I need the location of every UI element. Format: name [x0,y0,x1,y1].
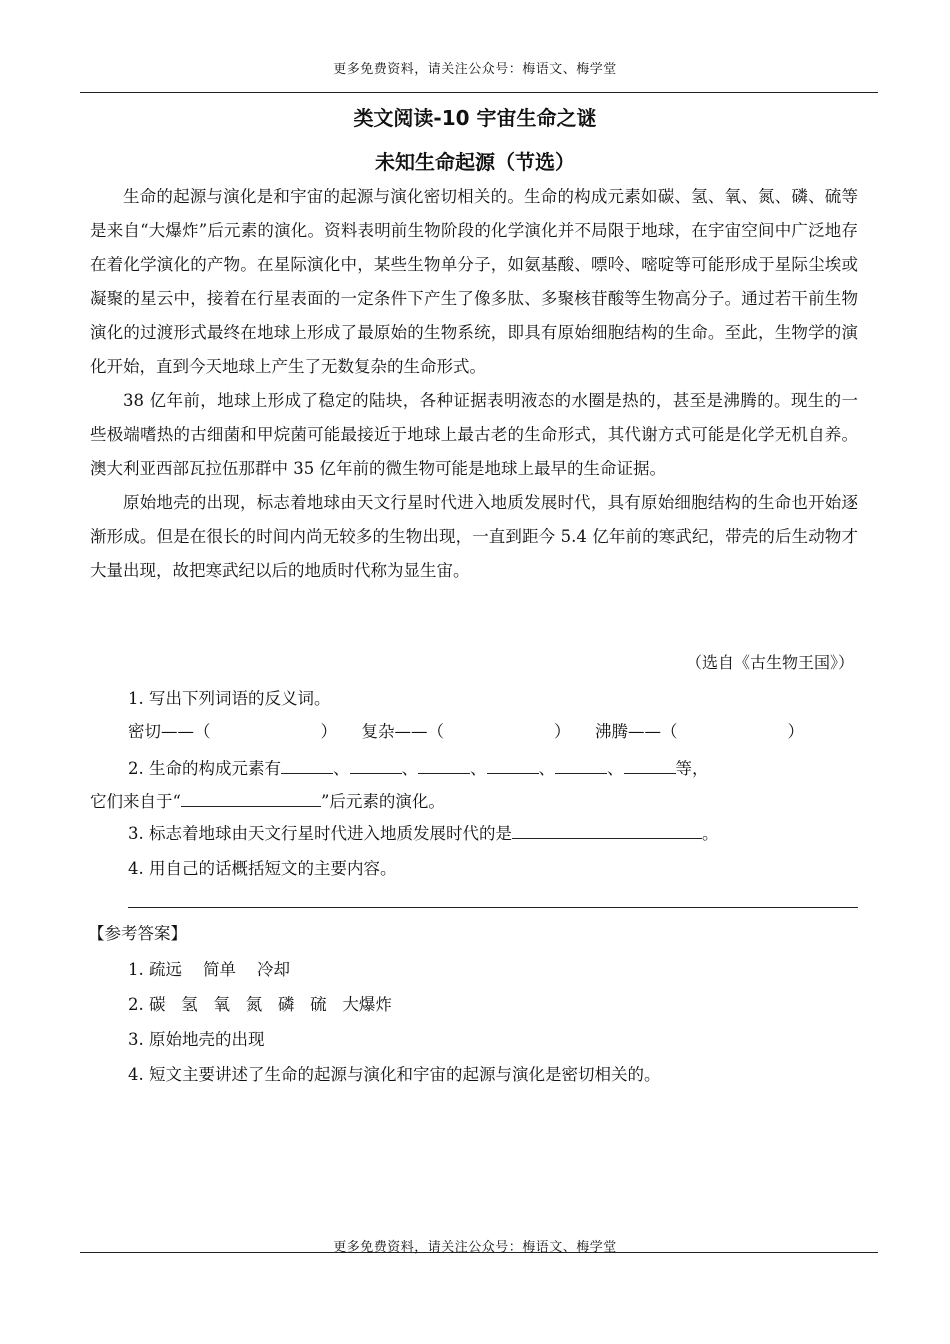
page-subtitle: 未知生命起源（节选） [375,150,575,174]
answer-3: 3. 原始地壳的出现 [128,1030,265,1049]
answer-blank[interactable] [418,755,470,774]
question-4: 4. 用自己的话概括短文的主要内容。 [128,859,397,878]
footer-rule [80,1252,878,1253]
close-paren: ） [320,722,337,741]
passage-source: （选自《古生物王国》） [685,653,854,672]
answer-4: 4. 短文主要讲述了生命的起源与演化和宇宙的起源与演化是密切相关的。 [128,1065,661,1084]
separator: 、 [470,759,487,778]
question-2b-lead: 它们来自于“ [90,792,181,811]
question-2-lead: 2. 生命的构成元素有 [128,759,281,778]
question-3-end: 。 [702,824,719,843]
page-title: 类文阅读-10 宇宙生命之谜 [353,106,597,130]
passage-paragraph-3: 原始地壳的出现，标志着地球由天文行星时代进入地质发展时代，具有原始细胞结构的生命也开始逐渐形成。但是在很长的时间内尚无较多的生物出现，一直到距今 5.4 亿年前的寒武纪，带壳的后生动物才大量出现，故把寒武纪以后的地质时代称为显生宙。 [90,493,858,580]
question-3-text: 3. 标志着地球由天文行星时代进入地质发展时代的是 [128,824,512,843]
page-footer: 更多免费资料，请关注公众号：梅语文、梅学堂 [333,1240,617,1255]
antonym-word-3: 沸腾——（ [595,722,678,741]
reading-passage [90,180,858,588]
separator: 、 [538,759,555,778]
answer-1: 1. 疏远 简单 冷却 [128,960,290,979]
answer-blank[interactable] [512,820,702,839]
separator: 、 [607,759,624,778]
answer-blank[interactable] [350,755,402,774]
question-2-continued [90,788,445,812]
close-paren: ） [787,722,804,741]
answer-blank[interactable] [624,755,676,774]
antonym-word-2: 复杂——（ [361,722,444,741]
answer-blank[interactable] [281,755,333,774]
question-1: 1. 写出下列词语的反义词。 [128,689,331,708]
question-2 [128,755,709,779]
answers-heading: 【参考答案】 [88,924,187,943]
question-3 [128,820,719,844]
question-2b-end: ”后元素的演化。 [320,792,445,811]
passage-paragraph-2: 38 亿年前，地球上形成了稳定的陆块，各种证据表明液态的水圈是热的，甚至是沸腾的。现生的一些极端嗜热的古细菌和甲烷菌可能最接近于地球上最古老的生命形式，其代谢方式可能是化学无机自养。澳大利亚西部瓦拉伍那群中 35 亿年前的微生物可能是地球上最早的生命证据。 [90,391,858,478]
separator: 、 [333,759,350,778]
answer-2: 2. 碳 氢 氧 氮 磷 硫 大爆炸 [128,995,392,1014]
separator: 、 [401,759,418,778]
passage-paragraph-1: 生命的起源与演化是和宇宙的起源与演化密切相关的。生命的构成元素如碳、氢、氧、氮、磷、硫等是来自“大爆炸”后元素的演化。资料表明前生物阶段的化学演化并不局限于地球，在宇宙空间中广泛地存在着化学演化的产物。在星际演化中，某些生物单分子，如氨基酸、嘌呤、嘧啶等可能形成于星际尘埃或凝聚的星云中，接着在行星表面的一定条件下产生了像多肽、多聚核苷酸等生物高分子。通过若干前生物演化的过渡形式最终在地球上形成了最原始的生物系统，即具有原始细胞结构的生命。至此，生物学的演化开始，直到今天地球上产生了无数复杂的生命形式。 [90,187,858,376]
question-1-blanks [128,718,804,742]
header-rule [80,92,878,93]
answer-blank[interactable] [487,755,539,774]
question-2-end: 等， [675,759,709,778]
close-paren: ） [554,722,571,741]
answer-blank[interactable] [555,755,607,774]
answer-line[interactable] [128,907,858,908]
antonym-word-1: 密切——（ [128,722,211,741]
answer-blank[interactable] [181,788,321,807]
page-header: 更多免费资料，请关注公众号：梅语文、梅学堂 [333,62,617,77]
